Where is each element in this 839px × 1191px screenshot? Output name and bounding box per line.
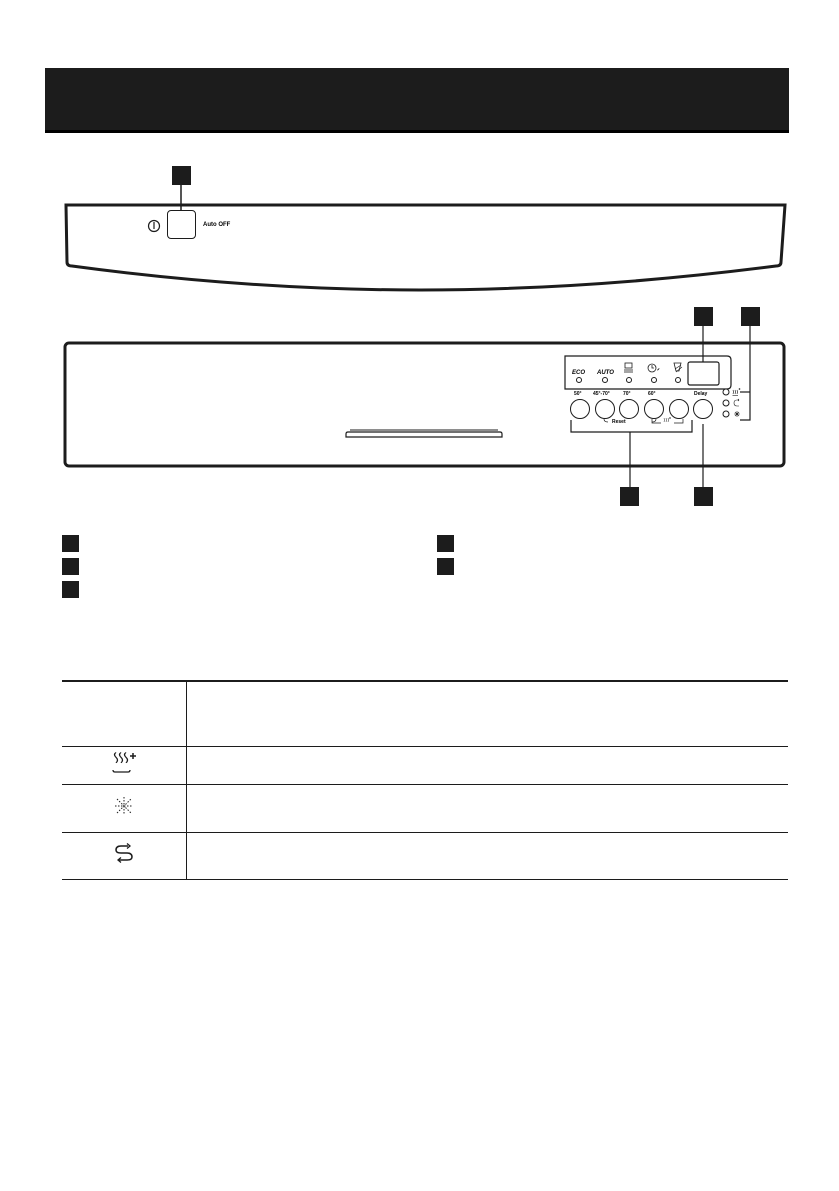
button-label-70: 70° [623, 391, 631, 397]
table-icon-cell [62, 746, 187, 784]
button-label-delay: Delay [694, 391, 708, 397]
table-header-icon-cell [62, 681, 187, 746]
indicator-label-auto: AUTO [597, 370, 614, 376]
rinse-loop-icon [113, 842, 135, 864]
clock-icon [647, 362, 661, 374]
table-desc-cell [187, 784, 789, 832]
program-button-70[interactable] [619, 399, 639, 419]
control-panel-drawing [0, 0, 839, 520]
table-row [62, 784, 788, 832]
led-eco [576, 377, 582, 383]
table-desc-cell [187, 746, 789, 784]
led-auto [602, 377, 608, 383]
program-button-50[interactable] [570, 399, 590, 419]
sparkle-icon [113, 795, 135, 817]
program-button-extra[interactable] [669, 399, 689, 419]
table-header-row [62, 681, 788, 746]
table-icon-cell [62, 832, 187, 879]
table-row [62, 832, 788, 879]
button-label-60: 60° [648, 391, 656, 397]
glass-clean-icon [672, 362, 684, 374]
status-led-rinse-aid [723, 400, 729, 406]
button-label-45-70: 45°-70° [593, 391, 610, 397]
program-button-45-70[interactable] [595, 399, 615, 419]
legend-marker-1 [62, 535, 79, 552]
reset-label: Reset [612, 419, 626, 425]
led-glass [626, 377, 632, 383]
led-clock [651, 377, 657, 383]
display-window [688, 362, 719, 385]
extra-dry-icon [111, 752, 137, 774]
status-led-extra-dry [723, 389, 729, 395]
legend-marker-4 [437, 535, 454, 552]
door-handle-slot [346, 432, 502, 437]
indicator-table [62, 680, 788, 880]
glass-icon [623, 362, 635, 374]
legend-marker-2 [62, 558, 79, 575]
auto-off-label: Auto OFF [203, 222, 231, 228]
led-glass-clean [675, 377, 681, 383]
table-icon-cell [62, 784, 187, 832]
table-desc-cell [187, 832, 789, 879]
legend-marker-5 [437, 558, 454, 575]
status-led-salt [723, 411, 729, 417]
button-label-50: 50° [574, 391, 582, 397]
delay-button[interactable] [693, 399, 713, 419]
program-button-60[interactable] [644, 399, 664, 419]
table-header-desc-cell [187, 681, 789, 746]
legend-marker-3 [62, 581, 79, 598]
indicator-label-eco: ECO [572, 370, 586, 376]
table-row [62, 746, 788, 784]
